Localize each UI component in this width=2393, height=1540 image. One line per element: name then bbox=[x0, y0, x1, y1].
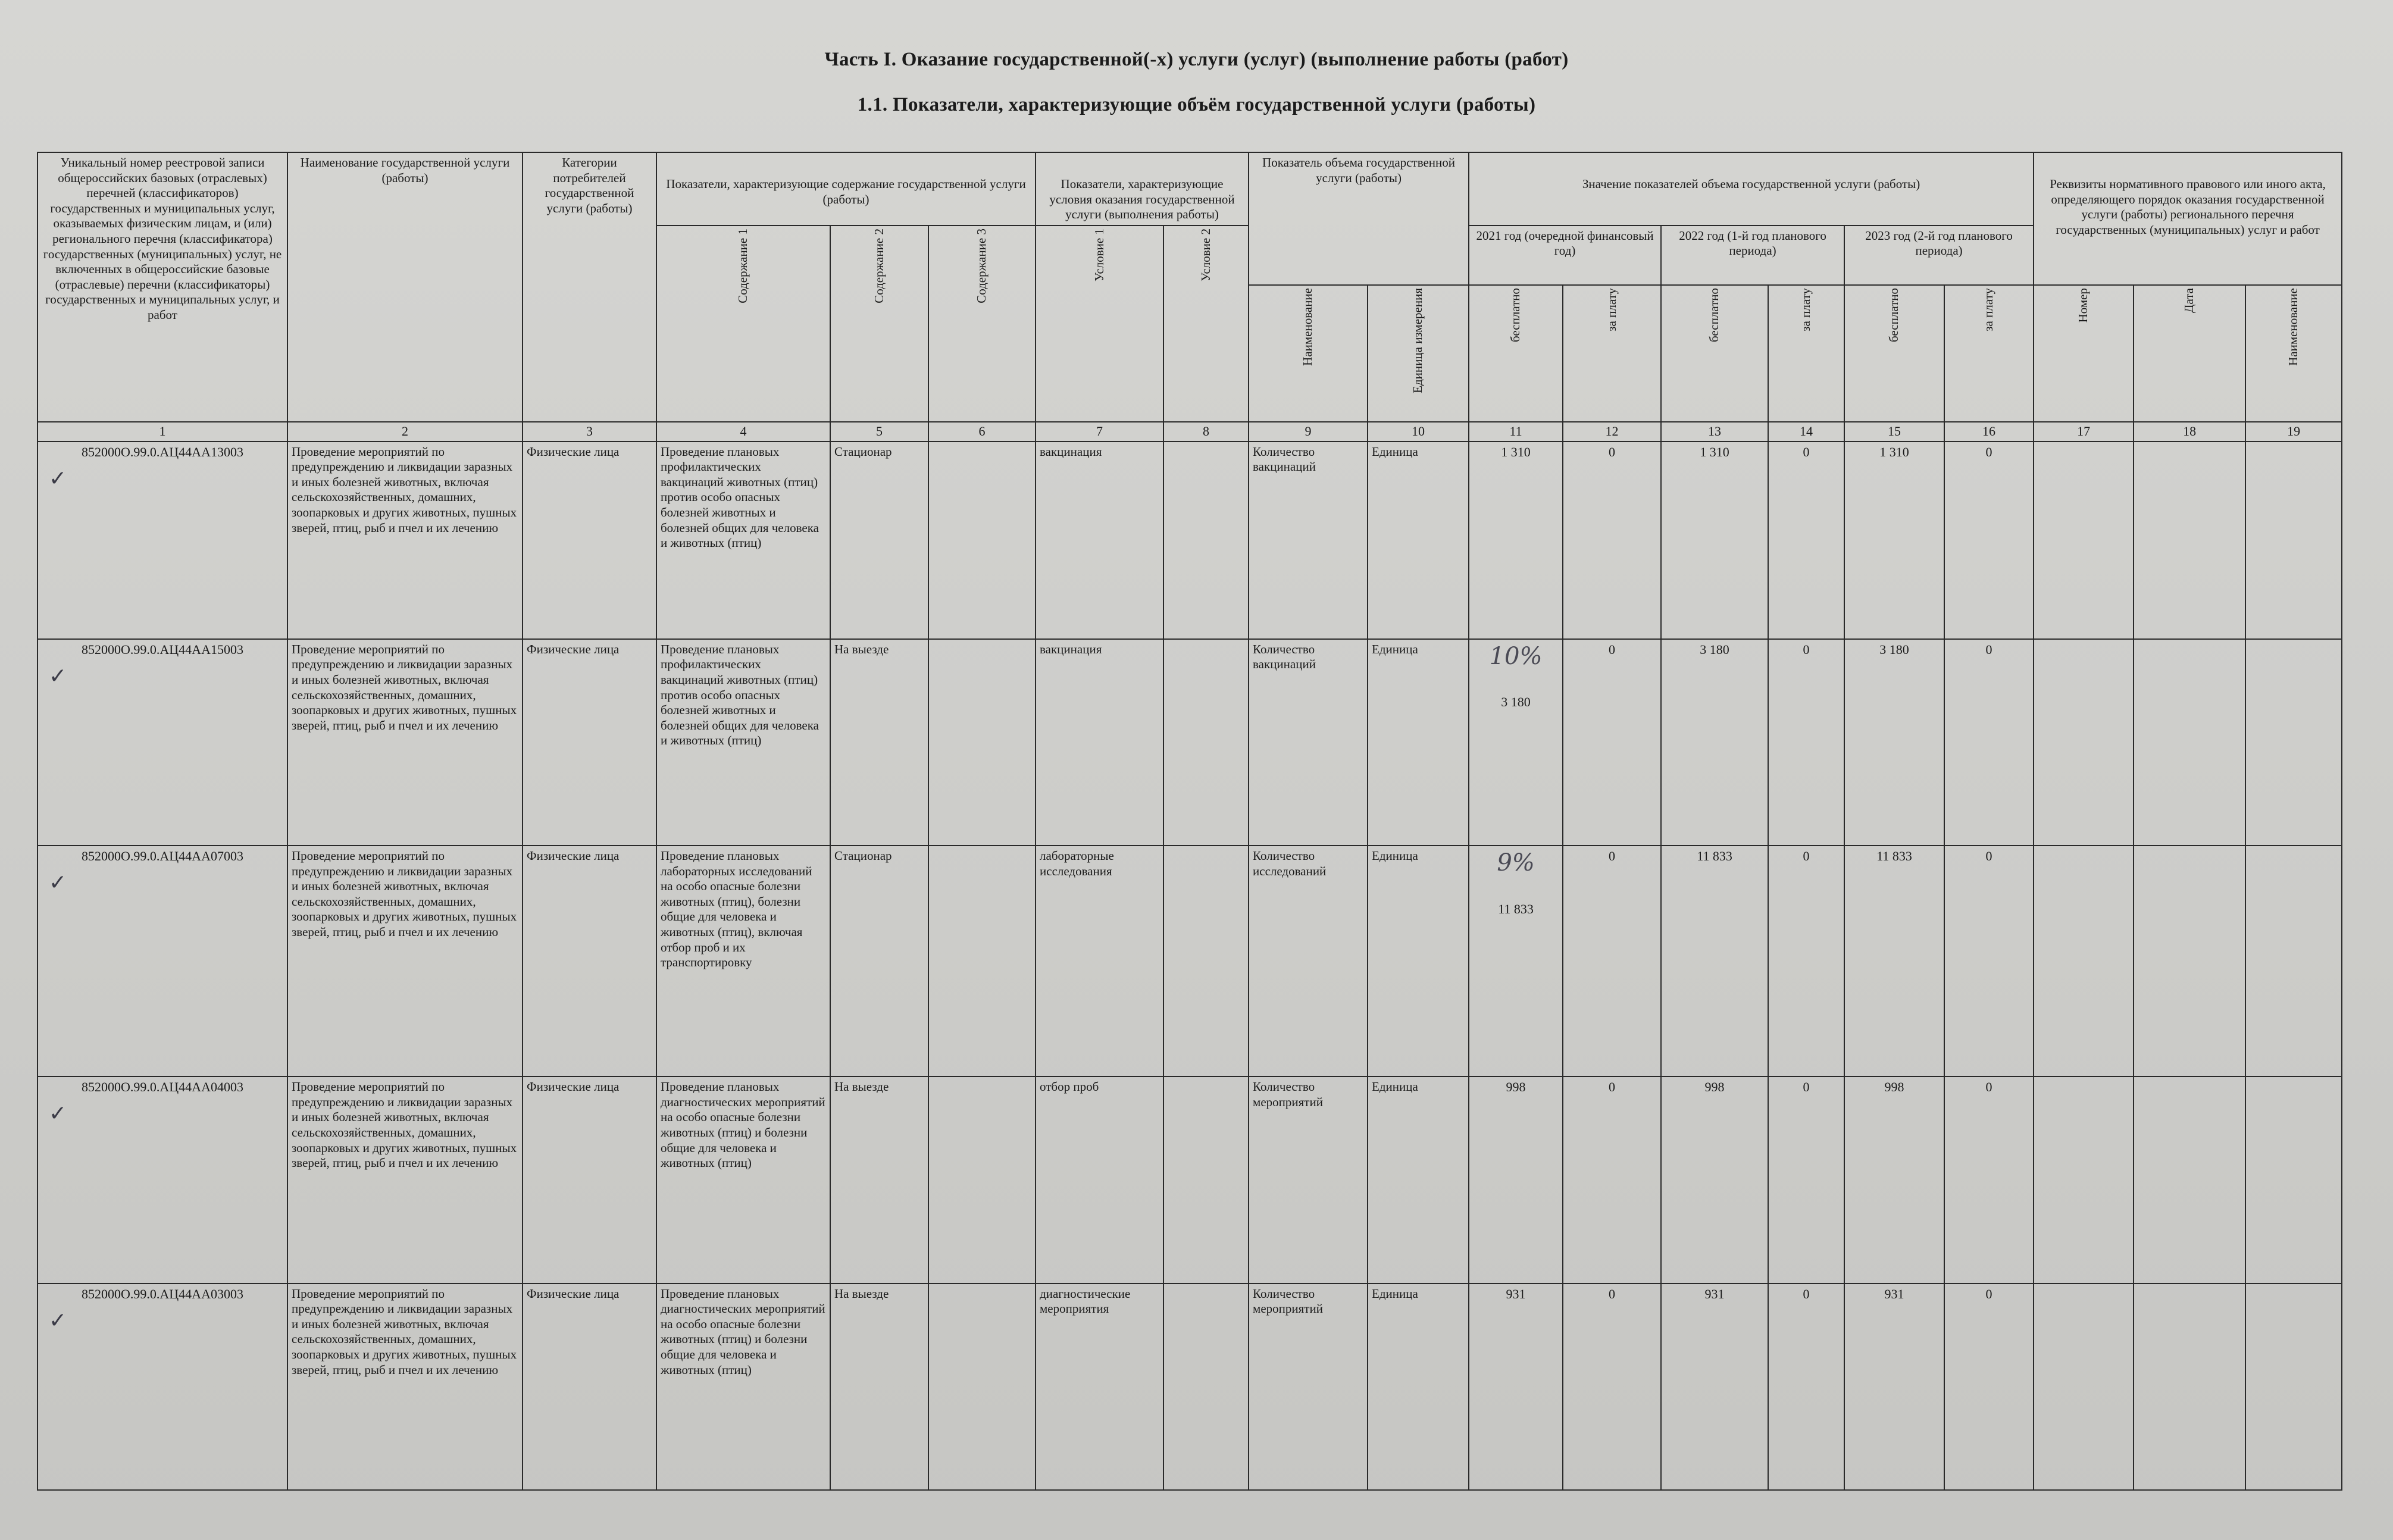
unit-cell: Единица bbox=[1368, 1076, 1469, 1283]
unit-cell: Единица bbox=[1368, 442, 1469, 639]
check-mark-icon: ✓ bbox=[49, 663, 67, 688]
column-number: 9 bbox=[1249, 422, 1368, 442]
value-2021-paid: 0 bbox=[1563, 1284, 1661, 1490]
service-name-cell: Проведение мероприятий по предупреждению и ликвидации заразных и иных болезней животных, включая сельскохозяйственных, домашних, зоопарковых и других животных, пушных зверей, птиц, рыб и пчел и их лечению bbox=[287, 639, 523, 846]
indicator-name-cell: Количество вакцинаций bbox=[1249, 442, 1368, 639]
document-title: Часть I. Оказание государственной(-х) услуги (услуг) (выполнение работы (работ) bbox=[824, 49, 1569, 70]
condition-1-cell: вакцинация bbox=[1036, 639, 1163, 846]
value-2022-paid: 0 bbox=[1768, 1076, 1844, 1283]
registry-number-cell: ✓ 852000О.99.0.АЦ44АА13003 bbox=[37, 442, 287, 639]
value-2023-free: 3 180 bbox=[1844, 639, 1944, 846]
condition-2-cell bbox=[1163, 442, 1249, 639]
table-row bbox=[37, 639, 2342, 846]
unit-cell: Единица bbox=[1368, 1284, 1469, 1490]
header-conditions-group: Показатели, характеризующие условия оказания государственной услуги (выполнения работы) bbox=[1036, 152, 1249, 226]
legal-number-cell bbox=[2034, 846, 2134, 1076]
value-2022-paid: 0 bbox=[1768, 442, 1844, 639]
condition-1-cell: диагностические мероприятия bbox=[1036, 1284, 1163, 1490]
column-number: 16 bbox=[1944, 422, 2034, 442]
header-volume-values: Значение показателей объема государственной услуги (работы) bbox=[1469, 152, 2034, 226]
content-1-cell: Проведение плановых диагностических мероприятий на особо опасные болезни животных (птиц) и болезни общие для человека и животных (птиц) bbox=[656, 1284, 830, 1490]
unit-cell: Единица bbox=[1368, 639, 1469, 846]
condition-1-cell: вакцинация bbox=[1036, 442, 1163, 639]
header-condition-2: Условие 2 bbox=[1163, 226, 1249, 422]
column-number: 6 bbox=[928, 422, 1036, 442]
indicator-name-cell: Количество вакцинаций bbox=[1249, 639, 1368, 846]
column-number: 3 bbox=[523, 422, 656, 442]
category-cell: Физические лица bbox=[523, 442, 656, 639]
content-3-cell bbox=[928, 1076, 1036, 1283]
registry-number-cell: ✓ 852000О.99.0.АЦ44АА04003 bbox=[37, 1076, 287, 1283]
header-content-2: Содержание 2 bbox=[830, 226, 928, 422]
content-1-cell: Проведение плановых профилактических вакцинаций животных (птиц) против особо опасных болезней животных и болезней общих для человека и животных (птиц) bbox=[656, 442, 830, 639]
column-number: 4 bbox=[656, 422, 830, 442]
service-name-cell: Проведение мероприятий по предупреждению и ликвидации заразных и иных болезней животных, включая сельскохозяйственных, домашних, зоопарковых и других животных, пушных зверей, птиц, рыб и пчел и их лечению bbox=[287, 1076, 523, 1283]
header-condition-1: Условие 1 bbox=[1036, 226, 1163, 422]
column-number: 7 bbox=[1036, 422, 1163, 442]
header-year-2021: 2021 год (очередной финансовый год) bbox=[1469, 226, 1661, 285]
column-number-row bbox=[37, 422, 2342, 442]
check-mark-icon: ✓ bbox=[49, 1308, 67, 1333]
content-3-cell bbox=[928, 639, 1036, 846]
table-row bbox=[37, 846, 2342, 1076]
header-2022-free: бесплатно bbox=[1661, 285, 1768, 422]
condition-1-cell: отбор проб bbox=[1036, 1076, 1163, 1283]
legal-number-cell bbox=[2034, 1284, 2134, 1490]
handwritten-note: 9% bbox=[1497, 849, 1535, 877]
service-name-cell: Проведение мероприятий по предупреждению и ликвидации заразных и иных болезней животных, включая сельскохозяйственных, домашних, зоопарковых и других животных, пушных зверей, птиц, рыб и пчел и их лечению bbox=[287, 442, 523, 639]
header-legal-name: Наименование bbox=[2245, 285, 2342, 422]
value-2021-paid: 0 bbox=[1563, 1076, 1661, 1283]
condition-2-cell bbox=[1163, 1284, 1249, 1490]
handwritten-note: 10% bbox=[1489, 642, 1543, 670]
unit-cell: Единица bbox=[1368, 846, 1469, 1076]
category-cell: Физические лица bbox=[523, 1076, 656, 1283]
legal-date-cell bbox=[2134, 1284, 2245, 1490]
table-row bbox=[37, 442, 2342, 639]
content-1-cell: Проведение плановых диагностических мероприятий на особо опасные болезни животных (птиц) и болезни общие для человека и животных (птиц) bbox=[656, 1076, 830, 1283]
value-2022-free: 998 bbox=[1661, 1076, 1768, 1283]
column-number: 19 bbox=[2245, 422, 2342, 442]
column-number: 12 bbox=[1563, 422, 1661, 442]
header-year-2023: 2023 год (2-й год планового периода) bbox=[1844, 226, 2034, 285]
column-number: 5 bbox=[830, 422, 928, 442]
header-consumer-categories: Категории потребителей государственной услуги (работы) bbox=[523, 152, 656, 422]
column-number: 1 bbox=[37, 422, 287, 442]
value-2021-paid: 0 bbox=[1563, 442, 1661, 639]
value-2023-paid: 0 bbox=[1944, 442, 2034, 639]
check-mark-icon: ✓ bbox=[49, 1101, 67, 1126]
legal-name-cell bbox=[2245, 846, 2342, 1076]
value-2021-free: 10% 3 180 bbox=[1469, 639, 1563, 846]
column-number: 14 bbox=[1768, 422, 1844, 442]
content-2-cell: Стационар bbox=[830, 846, 928, 1076]
value-2021-paid: 0 bbox=[1563, 846, 1661, 1076]
header-registry-number: Уникальный номер реестровой записи общероссийских базовых (отраслевых) перечней (классификаторов) государственных и муниципальных услуг, оказываемых физическим лицам, и (или) регионального перечня (классификатора) государственных (муниципальных) услуг, не включенных в общероссийские базовые (отраслевые) перечни (классификаторы) государственных и муниципальных услуг, и работ bbox=[37, 152, 287, 422]
legal-date-cell bbox=[2134, 846, 2245, 1076]
content-2-cell: На выезде bbox=[830, 1076, 928, 1283]
indicator-name-cell: Количество исследований bbox=[1249, 846, 1368, 1076]
condition-2-cell bbox=[1163, 846, 1249, 1076]
legal-date-cell bbox=[2134, 1076, 2245, 1283]
value-2021-paid: 0 bbox=[1563, 639, 1661, 846]
column-number: 15 bbox=[1844, 422, 1944, 442]
content-3-cell bbox=[928, 442, 1036, 639]
value-2021-free: 9% 11 833 bbox=[1469, 846, 1563, 1076]
value-2023-paid: 0 bbox=[1944, 1284, 2034, 1490]
condition-2-cell bbox=[1163, 639, 1249, 846]
legal-name-cell bbox=[2245, 1076, 2342, 1283]
value-2023-paid: 0 bbox=[1944, 846, 2034, 1076]
value-2022-paid: 0 bbox=[1768, 846, 1844, 1076]
indicator-name-cell: Количество мероприятий bbox=[1249, 1284, 1368, 1490]
check-mark-icon: ✓ bbox=[49, 871, 67, 896]
column-number: 11 bbox=[1469, 422, 1563, 442]
column-number: 10 bbox=[1368, 422, 1469, 442]
header-content-1: Содержание 1 bbox=[656, 226, 830, 422]
content-2-cell: На выезде bbox=[830, 1284, 928, 1490]
value-2023-free: 1 310 bbox=[1844, 442, 1944, 639]
header-legal-act: Реквизиты нормативного правового или иного акта, определяющего порядок оказания государственной услуги (работы) регионального перечня государственных (муниципальных) услуг и работ bbox=[2034, 152, 2342, 285]
value-2022-paid: 0 bbox=[1768, 639, 1844, 846]
column-number: 2 bbox=[287, 422, 523, 442]
value-2021-free: 998 bbox=[1469, 1076, 1563, 1283]
table-row bbox=[37, 1076, 2342, 1283]
legal-name-cell bbox=[2245, 639, 2342, 846]
header-volume-indicator: Показатель объема государственной услуги (работы) bbox=[1249, 152, 1469, 285]
condition-1-cell: лабораторные исследования bbox=[1036, 846, 1163, 1076]
column-number: 17 bbox=[2034, 422, 2134, 442]
legal-number-cell bbox=[2034, 639, 2134, 846]
legal-number-cell bbox=[2034, 1076, 2134, 1283]
table-row bbox=[37, 1284, 2342, 1490]
value-2023-free: 931 bbox=[1844, 1284, 1944, 1490]
registry-number-cell: ✓ 852000О.99.0.АЦ44АА07003 bbox=[37, 846, 287, 1076]
service-name-cell: Проведение мероприятий по предупреждению и ликвидации заразных и иных болезней животных, включая сельскохозяйственных, домашних, зоопарковых и других животных, пушных зверей, птиц, рыб и пчел и их лечению bbox=[287, 846, 523, 1076]
column-number: 8 bbox=[1163, 422, 1249, 442]
value-2023-paid: 0 bbox=[1944, 639, 2034, 846]
value-2021-free: 1 310 bbox=[1469, 442, 1563, 639]
header-content-3: Содержание 3 bbox=[928, 226, 1036, 422]
header-indicator-name: Наименование bbox=[1249, 285, 1368, 422]
header-service-name: Наименование государственной услуги (работы) bbox=[287, 152, 523, 422]
registry-number-cell: ✓ 852000О.99.0.АЦ44АА15003 bbox=[37, 639, 287, 846]
value-2023-free: 998 bbox=[1844, 1076, 1944, 1283]
legal-number-cell bbox=[2034, 442, 2134, 639]
value-2022-free: 3 180 bbox=[1661, 639, 1768, 846]
column-number: 18 bbox=[2134, 422, 2245, 442]
content-3-cell bbox=[928, 846, 1036, 1076]
content-1-cell: Проведение плановых лабораторных исследований на особо опасные болезни животных (птиц), болезни общие для человека и животных (птиц), включая отбор проб и их транспортировку bbox=[656, 846, 830, 1076]
category-cell: Физические лица bbox=[523, 1284, 656, 1490]
header-2023-paid: за плату bbox=[1944, 285, 2034, 422]
content-2-cell: Стационар bbox=[830, 442, 928, 639]
section-title: 1.1. Показатели, характеризующие объём государственной услуги (работы) bbox=[857, 94, 1536, 115]
header-legal-number: Номер bbox=[2034, 285, 2134, 422]
header-year-2022: 2022 год (1-й год планового периода) bbox=[1661, 226, 1844, 285]
registry-number-cell: ✓ 852000О.99.0.АЦ44АА03003 bbox=[37, 1284, 287, 1490]
category-cell: Физические лица bbox=[523, 846, 656, 1076]
legal-date-cell bbox=[2134, 639, 2245, 846]
header-2021-paid: за плату bbox=[1563, 285, 1661, 422]
legal-name-cell bbox=[2245, 1284, 2342, 1490]
value-2022-free: 1 310 bbox=[1661, 442, 1768, 639]
value-2022-free: 931 bbox=[1661, 1284, 1768, 1490]
content-1-cell: Проведение плановых профилактических вакцинаций животных (птиц) против особо опасных болезней животных и болезней общих для человека и животных (птиц) bbox=[656, 639, 830, 846]
header-2023-free: бесплатно bbox=[1844, 285, 1944, 422]
header-content-group: Показатели, характеризующие содержание государственной услуги (работы) bbox=[656, 152, 1036, 226]
header-2021-free: бесплатно bbox=[1469, 285, 1563, 422]
header-unit: Единица измерения bbox=[1368, 285, 1469, 422]
service-name-cell: Проведение мероприятий по предупреждению и ликвидации заразных и иных болезней животных, включая сельскохозяйственных, домашних, зоопарковых и других животных, пушных зверей, птиц, рыб и пчел и их лечению bbox=[287, 1284, 523, 1490]
value-2021-free: 931 bbox=[1469, 1284, 1563, 1490]
indicator-name-cell: Количество мероприятий bbox=[1249, 1076, 1368, 1283]
header-2022-paid: за плату bbox=[1768, 285, 1844, 422]
legal-name-cell bbox=[2245, 442, 2342, 639]
value-2022-paid: 0 bbox=[1768, 1284, 1844, 1490]
category-cell: Физические лица bbox=[523, 639, 656, 846]
column-number: 13 bbox=[1661, 422, 1768, 442]
volume-indicators-table bbox=[37, 152, 2342, 1491]
value-2023-free: 11 833 bbox=[1844, 846, 1944, 1076]
content-3-cell bbox=[928, 1284, 1036, 1490]
value-2022-free: 11 833 bbox=[1661, 846, 1768, 1076]
legal-date-cell bbox=[2134, 442, 2245, 639]
header-legal-date: Дата bbox=[2134, 285, 2245, 422]
content-2-cell: На выезде bbox=[830, 639, 928, 846]
value-2023-paid: 0 bbox=[1944, 1076, 2034, 1283]
check-mark-icon: ✓ bbox=[49, 466, 67, 491]
condition-2-cell bbox=[1163, 1076, 1249, 1283]
